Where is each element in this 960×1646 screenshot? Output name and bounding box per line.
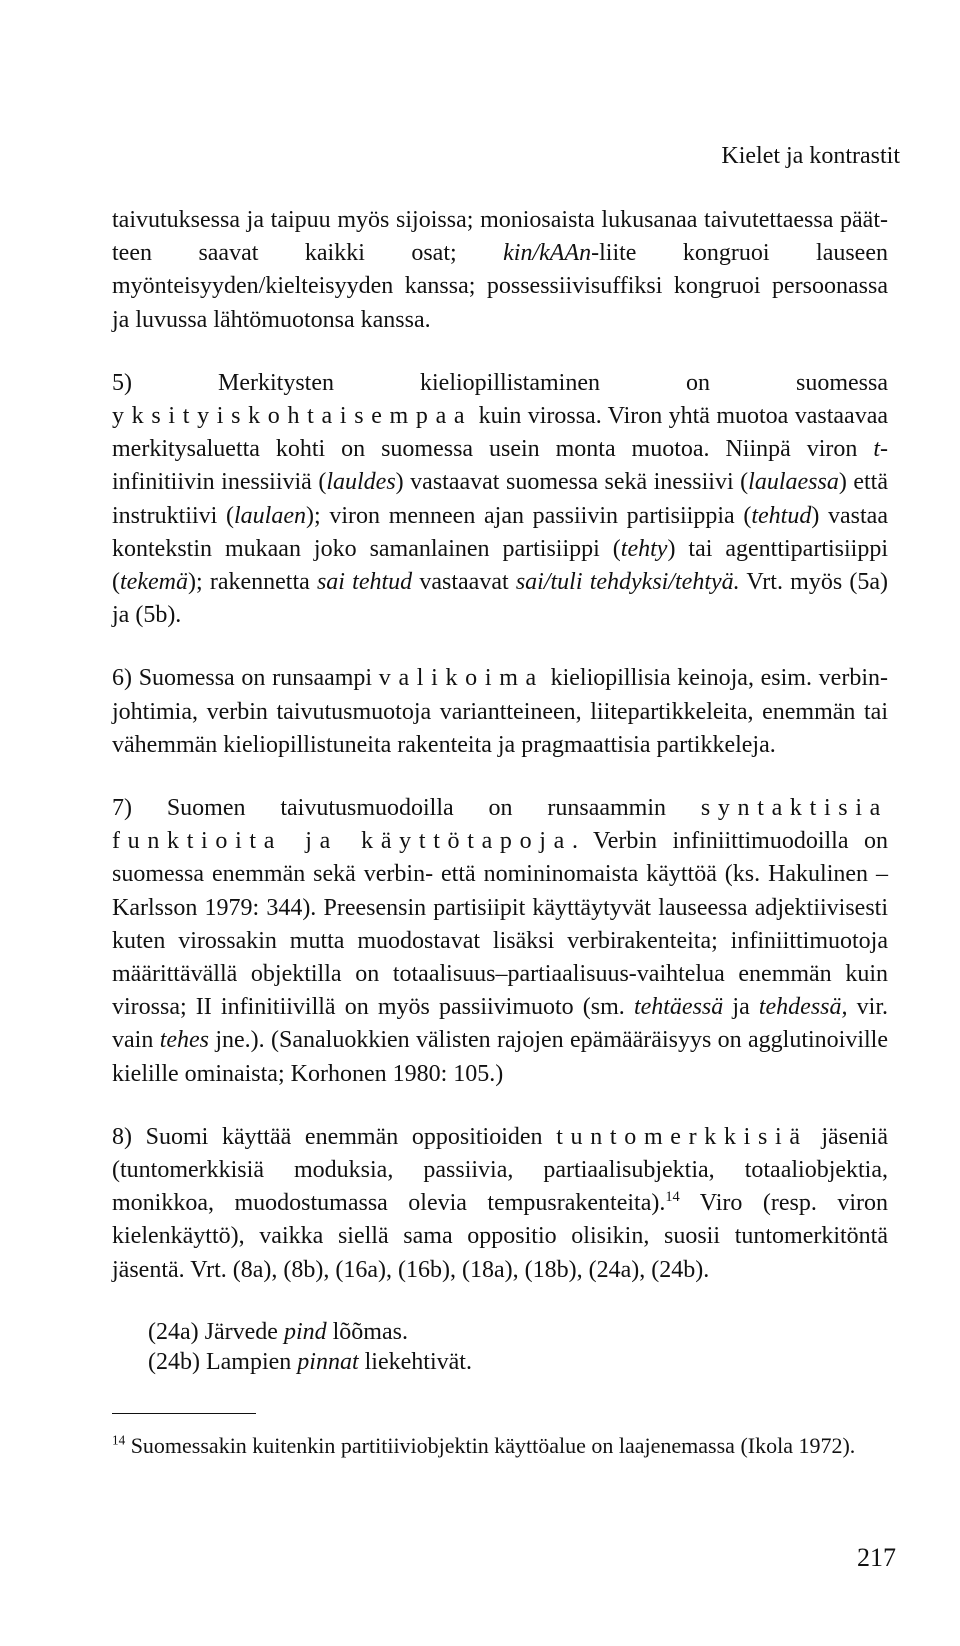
footnote-number: 14 xyxy=(112,1432,126,1448)
spaced-emphasis: valikoima xyxy=(378,665,544,692)
paragraph-5: 5) Merkitysten kieliopillistaminen on suomessa yksityiskohtaisempaa kuin virossa. Viron yhtä muotoa vastaavaa merkitysaluetta kohti on suomessa usein monta muotoa. Niinpä viron t-infinitiivin inessiiviä (lauldes) vastaavat suomessa sekä inessiivi (laulaessa) että instruktiivi (laulaen); viron menneen ajan passiivin partisiippia (tehtud) vastaa kontekstin mukaan joko samanlainen partisiippi (tehty) tai agenttipartisiippi (tekemä); rakennetta sai tehtud vastaavat sai/tuli tehdyksi/tehtyä. Vrt. myös (5a) ja (5b). xyxy=(112,369,889,629)
spaced-emphasis: tuntomerkkisiä xyxy=(556,1123,808,1150)
page-number: 217 xyxy=(857,1543,896,1572)
spaced-emphasis: yksityiskohtaisempaa xyxy=(112,403,473,430)
example-24a: (24a) Järvede pind lõõmas. xyxy=(148,1318,408,1345)
paragraph-7: 7) Suomen taivutusmuodoilla on runsaammin syntaktisia funktioita ja käyttötapoja. Verbin infiniittimuodoilla on suomessa enemmän sekä verbin- että nomininomaista käyttöä (ks. Hakulinen – Karlsson 1979: 344). Preesensin partisiipit käyttäytyvät lauseessa adjektiivisesti kuten virossakin mutta muodostavat lisäksi verbirakenteita; infiniittimuotoja määrittävällä objektilla on totaalisuus–partiaalisuus-vaihtelua enemmän kuin virossa; II infinitiivillä on myös passiivimuoto (sm. tehtäessä ja tehdessä, vir. vain tehes jne.). (Sanaluokkien välisten rajojen epämääräisyys on agglutinoiville kielille ominaista; Korhonen 1980: 105.) xyxy=(112,795,888,1087)
paragraph-6: 6) Suomessa on runsaampi valikoima kieliopillisia keinoja, esim. verbinjohtimia, verbin taivutusmuotoja variantteineen, liitepartikkeleita, enemmän tai vähemmän kieliopillistuneita rakenteita ja pragmaattisia partikkeleja. xyxy=(112,665,888,758)
example-24b: (24b) Lampien pinnat liekehtivät. xyxy=(148,1348,472,1375)
footnote-marker: 14 xyxy=(665,1189,680,1206)
footnote-14: $^{14}$ Suomessakin kuitenkin partitiiviobjektin käyttöalue on laajenemassa (Ikola 1972). xyxy=(112,1432,856,1458)
running-header: Kielet ja kontrastit xyxy=(721,143,900,169)
main-text xyxy=(112,204,888,1377)
paragraph-continuation: taivutuksessa ja taipuu myös sijoissa; moniosaista lukusanaa taivutettaessa päätteen saavat kaikki osat; kin/kAAn-liite kongruoi lauseen myönteisyyden/kielteisyyden kanssa; possessiivisuffiksi kongruoi persoonassa ja luvussa lähtömuotonsa kanssa. xyxy=(112,207,888,333)
footnote-divider xyxy=(112,1413,256,1414)
spaced-emphasis: syntaktisia funktioita ja käyttötapoja xyxy=(112,795,888,855)
paragraph-8: 8) Suomi käyttää enemmän oppositioiden tuntomerkkisiä jäseniä (tuntomerkkisiä moduksia, passiivia, partiaalisubjektia, totaaliobjektia, monikkoa, muodostumassa olevia tempusrakenteita).$^{14}$ Viro (resp. viron kielenkäyttö), vaikka siellä sama oppositio olisikin, suosii tuntomerkitöntä jäsentä. Vrt. (8a), (8b), (16a), (16b), (18a), (18b), (24a), (24b). xyxy=(112,1123,888,1283)
example-list xyxy=(112,1317,888,1377)
